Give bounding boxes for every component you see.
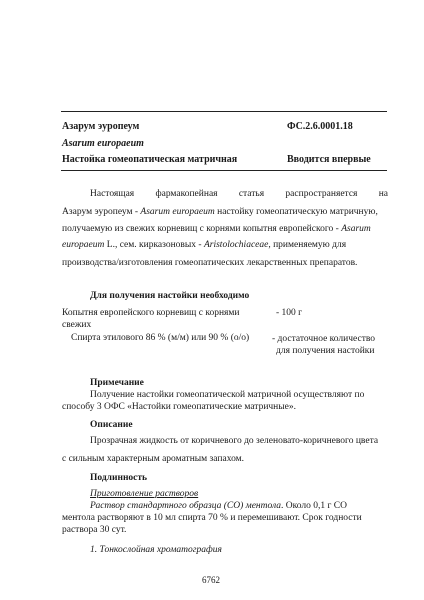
ingredient-2-amount-a: - достаточное количество bbox=[272, 334, 376, 344]
intro-text: настойку гомеопатическую матричную, bbox=[214, 207, 378, 217]
note-line-2: способу 3 ОФС «Настойки гомеопатические матричные». bbox=[62, 402, 296, 412]
intro-line-1 bbox=[62, 189, 388, 199]
note-heading: Примечание bbox=[90, 378, 144, 388]
doc-code: ФС.2.6.0001.18 bbox=[287, 121, 353, 132]
identity-line-2: ментола растворяют в 10 мл спирта 70 % и перемешивают. Срок годности bbox=[62, 513, 362, 523]
identity-heading: Подлинность bbox=[90, 473, 148, 483]
ingredient-2-name: Спирта этилового 86 % (м/м) или 90 % (о/о) bbox=[71, 333, 250, 343]
doc-subtitle: Настойка гомеопатическая матричная bbox=[62, 154, 238, 165]
intro-word: распространяется bbox=[285, 189, 358, 199]
header-bottom-rule bbox=[61, 170, 387, 171]
intro-word: статья bbox=[238, 189, 265, 199]
intro-line-4 bbox=[62, 240, 346, 250]
intro-latin: Aristolochiaceae bbox=[203, 240, 269, 250]
intro-text: , применяемую для bbox=[268, 240, 347, 250]
intro-word: на bbox=[378, 189, 388, 199]
identity-line-3: раствора 30 сут. bbox=[62, 525, 127, 535]
intro-text: получаемую из свежих корневищ с корнями копытня европейского - bbox=[62, 224, 342, 234]
ingredients-heading: Для получения настойки необходимо bbox=[90, 291, 250, 301]
description-line-1: Прозрачная жидкость от коричневого до зеленовато-коричневого цвета bbox=[90, 436, 379, 446]
drug-name-latin: Asarum europaeum bbox=[62, 138, 144, 149]
page-number: 6762 bbox=[202, 575, 220, 585]
doc-status: Вводится впервые bbox=[287, 154, 371, 165]
description-line-2: с сильным характерным ароматным запахом. bbox=[62, 454, 245, 464]
intro-line-2 bbox=[62, 207, 378, 217]
note-line-1: Получение настойки гомеопатической матричной осуществляют по bbox=[90, 390, 365, 400]
intro-line-5: производства/изготовления гомеопатических лекарственных препаратов. bbox=[62, 258, 358, 268]
ingredient-1-name-a: Копытня европейского корневищ с корнями bbox=[62, 308, 240, 318]
description-heading: Описание bbox=[90, 420, 133, 430]
drug-name-ru: Азарум эуропеум bbox=[62, 121, 140, 132]
standard-solution-label: Раствор стандартного образца (СО) ментола bbox=[90, 501, 282, 511]
identity-text: . Около 0,1 г СО bbox=[281, 501, 347, 511]
ingredient-2-amount-b: для получения настойки bbox=[276, 346, 375, 356]
ingredient-1-name-b: свежих bbox=[62, 320, 92, 330]
identity-line-1 bbox=[90, 501, 347, 511]
intro-latin: Asarum bbox=[341, 224, 371, 234]
identity-subheading: Приготовление растворов bbox=[90, 489, 199, 499]
intro-word: Настоящая bbox=[90, 189, 135, 199]
tlc-heading: 1. Тонкослойная хроматография bbox=[90, 545, 222, 555]
intro-line-3 bbox=[62, 224, 371, 234]
intro-word: фармакопейная bbox=[155, 189, 218, 199]
intro-latin: Asarum europaeum bbox=[140, 207, 215, 217]
intro-latin: europaeum bbox=[62, 240, 105, 250]
intro-text: Азарум эуропеум - bbox=[62, 207, 141, 217]
ingredient-1-amount: - 100 г bbox=[276, 308, 303, 318]
header-top-rule bbox=[61, 111, 387, 112]
intro-text: L., сем. кирказоновых - bbox=[104, 240, 204, 250]
